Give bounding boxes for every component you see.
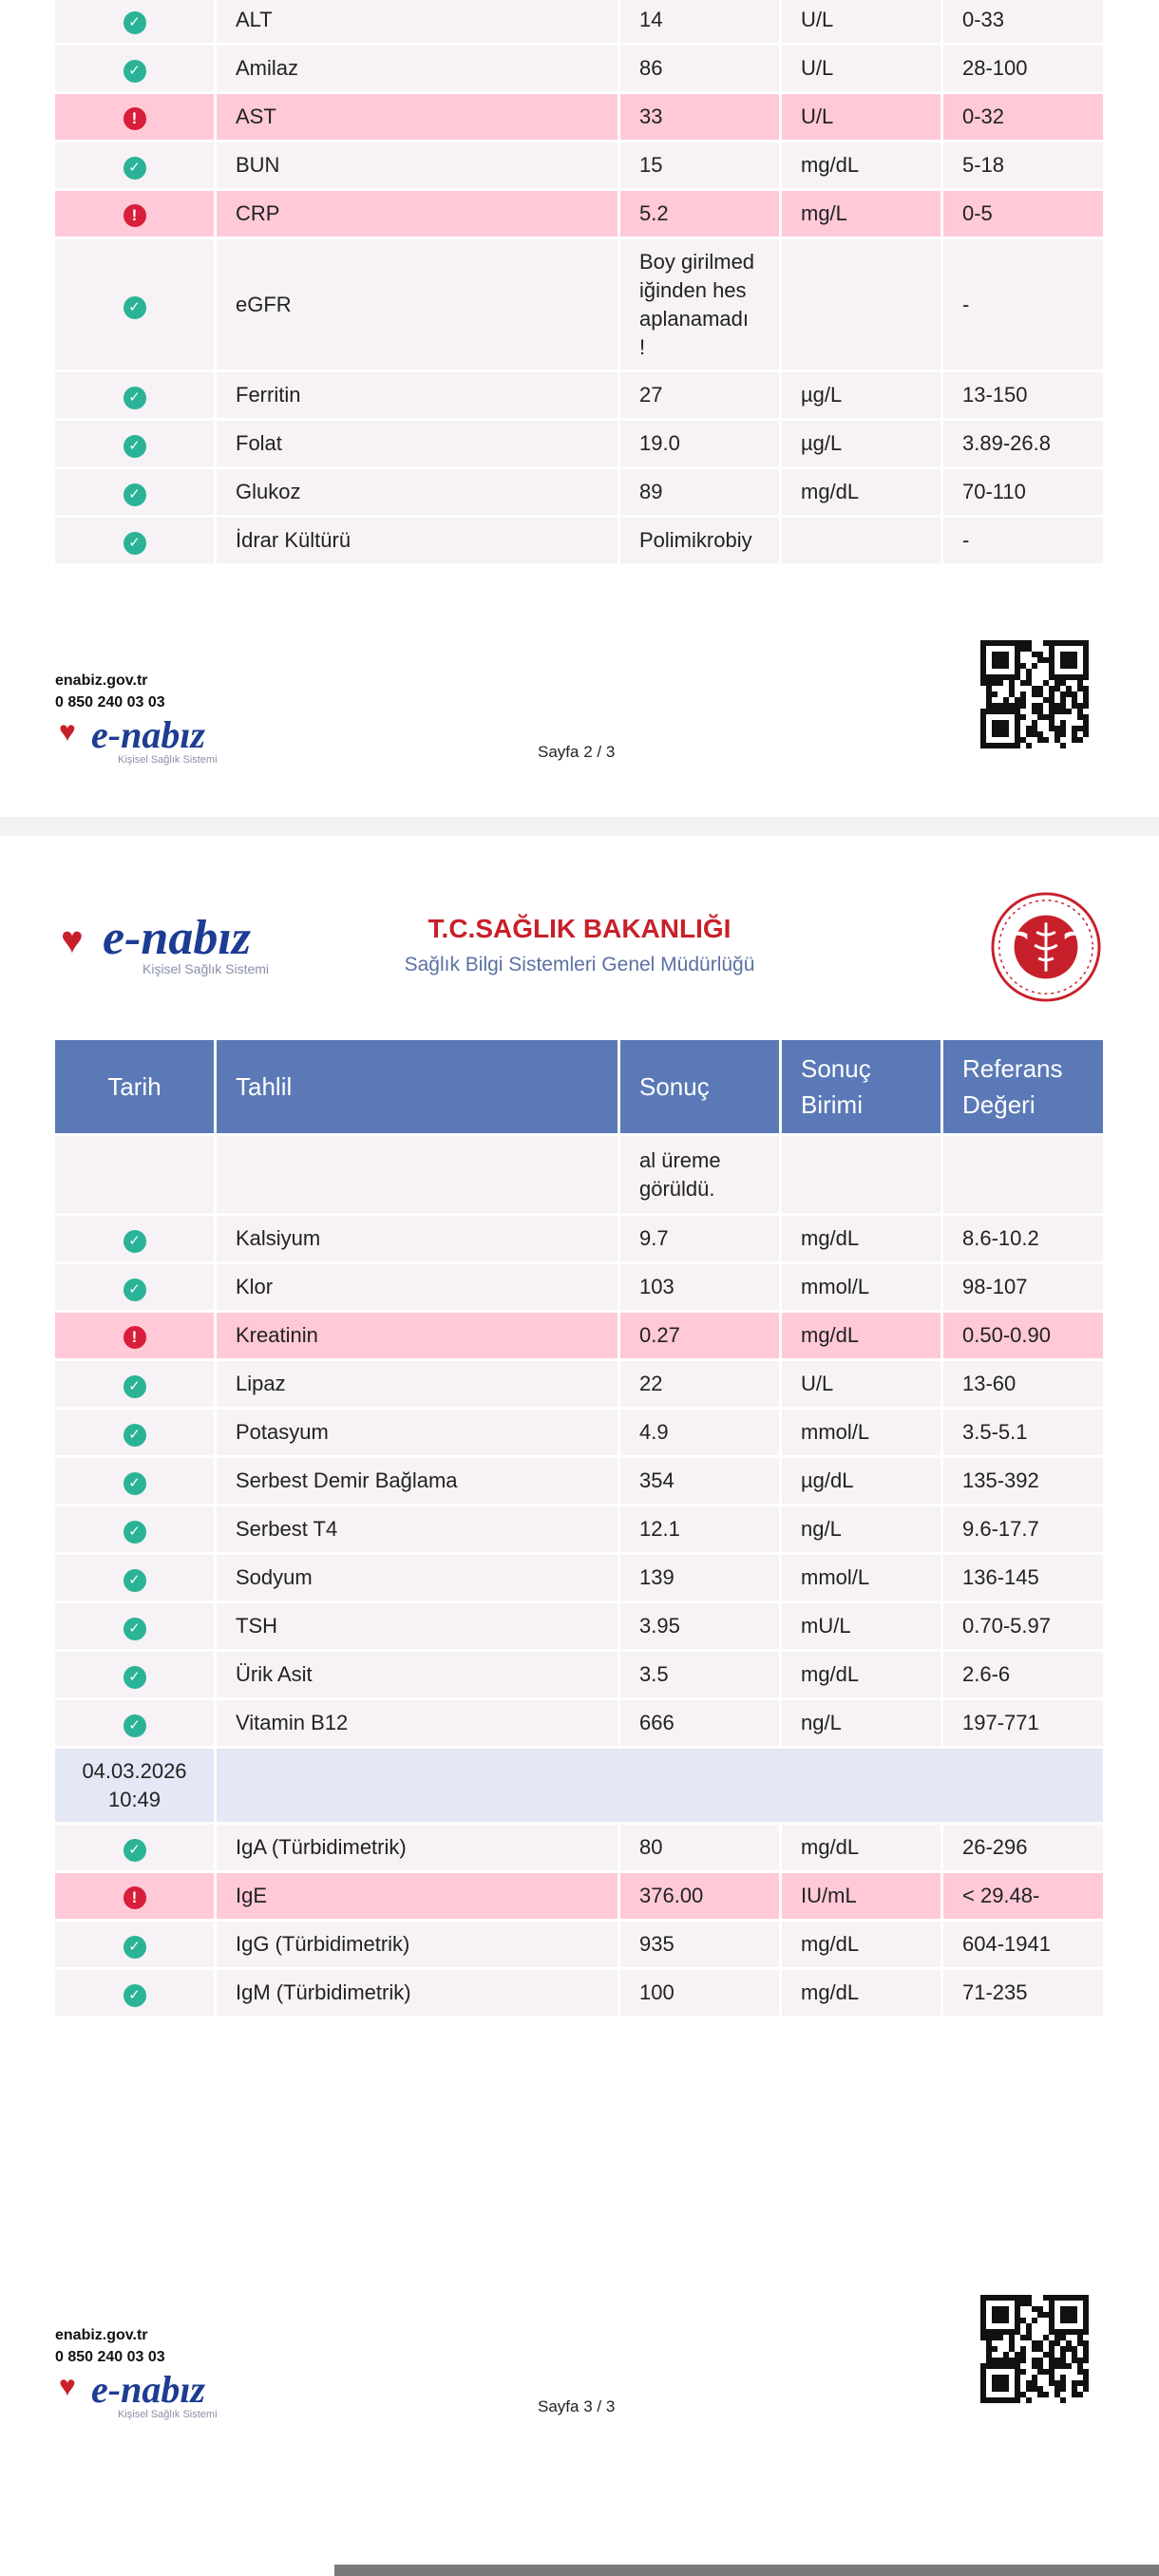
table-row bbox=[55, 46, 1103, 94]
reference-cell: 0-32 bbox=[943, 94, 1103, 142]
table-row bbox=[55, 1700, 1103, 1749]
ministry-subtitle: Sağlık Bilgi Sistemleri Genel Müdürlüğü bbox=[404, 954, 755, 975]
footer-url: enabiz.gov.tr bbox=[55, 672, 148, 689]
alert-icon: ! bbox=[124, 107, 146, 130]
test-name-cell: BUN bbox=[217, 142, 620, 191]
check-icon: ✓ bbox=[124, 1279, 146, 1301]
check-icon: ✓ bbox=[124, 1569, 146, 1592]
check-icon: ✓ bbox=[124, 296, 146, 319]
unit-cell: ng/L bbox=[782, 1700, 943, 1749]
result-cell: 14 bbox=[620, 0, 782, 46]
table-header-row bbox=[55, 1040, 1103, 1136]
test-name-cell: Vitamin B12 bbox=[217, 1700, 620, 1749]
check-icon: ✓ bbox=[124, 1666, 146, 1689]
reference-cell: 0-33 bbox=[943, 0, 1103, 46]
col-header-unit: Sonuç Birimi bbox=[782, 1040, 943, 1136]
check-icon: ✓ bbox=[124, 157, 146, 180]
reference-cell: 5-18 bbox=[943, 142, 1103, 191]
unit-cell: mmol/L bbox=[782, 1410, 943, 1458]
check-icon: ✓ bbox=[124, 483, 146, 506]
unit-cell: mmol/L bbox=[782, 1555, 943, 1603]
test-name-cell: IgM (Türbidimetrik) bbox=[217, 1970, 620, 2018]
result-cell: 3.95 bbox=[620, 1603, 782, 1652]
check-icon: ✓ bbox=[124, 1839, 146, 1862]
time-text: 10:49 bbox=[107, 1787, 162, 1811]
unit-cell: U/L bbox=[782, 0, 943, 46]
check-icon: ✓ bbox=[124, 1472, 146, 1495]
reference-cell: 3.89-26.8 bbox=[943, 421, 1103, 469]
test-name-cell: AST bbox=[217, 94, 620, 142]
unit-cell: mg/dL bbox=[782, 469, 943, 518]
result-cell: 5.2 bbox=[620, 191, 782, 239]
check-icon: ✓ bbox=[124, 1984, 146, 2007]
result-cell: Boy girilmed iğinden hes aplanamadı ! bbox=[620, 239, 782, 372]
test-name-cell: Kalsiyum bbox=[217, 1216, 620, 1264]
table-row bbox=[55, 1410, 1103, 1458]
page-separator bbox=[0, 817, 1159, 836]
unit-cell: µg/L bbox=[782, 421, 943, 469]
reference-cell: 0-5 bbox=[943, 191, 1103, 239]
col-header-result: Sonuç bbox=[620, 1040, 782, 1136]
result-cell: 103 bbox=[620, 1264, 782, 1313]
results-table-page2 bbox=[55, 0, 1103, 566]
result-cell: 12.1 bbox=[620, 1506, 782, 1555]
test-name-cell: Glukoz bbox=[217, 469, 620, 518]
test-name-cell: Folat bbox=[217, 421, 620, 469]
table-row bbox=[55, 518, 1103, 566]
reference-cell: 0.70-5.97 bbox=[943, 1603, 1103, 1652]
ministry-seal-icon bbox=[990, 891, 1102, 1003]
unit-cell: mg/dL bbox=[782, 1825, 943, 1873]
check-icon: ✓ bbox=[124, 1424, 146, 1447]
reference-cell: 70-110 bbox=[943, 469, 1103, 518]
footer-logo: ♥ e-nabız Kişisel Sağlık Sistemi bbox=[59, 713, 218, 766]
result-cell: 3.5 bbox=[620, 1652, 782, 1700]
result-cell: 666 bbox=[620, 1700, 782, 1749]
unit-cell: U/L bbox=[782, 94, 943, 142]
result-cell: 935 bbox=[620, 1922, 782, 1970]
unit-cell: mg/L bbox=[782, 191, 943, 239]
table-row bbox=[55, 1216, 1103, 1264]
table-row bbox=[55, 421, 1103, 469]
check-icon: ✓ bbox=[124, 1375, 146, 1398]
test-name-cell: Ürik Asit bbox=[217, 1652, 620, 1700]
result-cell: 86 bbox=[620, 46, 782, 94]
reference-cell: 13-150 bbox=[943, 372, 1103, 421]
table-row bbox=[55, 1873, 1103, 1922]
table-row bbox=[55, 1603, 1103, 1652]
reference-cell: 0.50-0.90 bbox=[943, 1313, 1103, 1361]
qr-code bbox=[980, 2295, 1089, 2403]
result-cell: 139 bbox=[620, 1555, 782, 1603]
header-logo: ♥ e-nabız Kişisel Sağlık Sistemi bbox=[61, 911, 270, 976]
footer-logo: ♥ e-nabız Kişisel Sağlık Sistemi bbox=[59, 2368, 218, 2420]
check-icon: ✓ bbox=[124, 1521, 146, 1544]
table-row bbox=[55, 191, 1103, 239]
reference-cell: 8.6-10.2 bbox=[943, 1216, 1103, 1264]
check-icon: ✓ bbox=[124, 1618, 146, 1640]
reference-cell: 26-296 bbox=[943, 1825, 1103, 1873]
result-cell: 100 bbox=[620, 1970, 782, 2018]
test-name-cell: Ferritin bbox=[217, 372, 620, 421]
col-header-date: Tarih bbox=[55, 1040, 217, 1136]
test-name-cell: İdrar Kültürü bbox=[217, 518, 620, 566]
reference-cell: 3.5-5.1 bbox=[943, 1410, 1103, 1458]
table-row bbox=[55, 1458, 1103, 1506]
reference-cell: 28-100 bbox=[943, 46, 1103, 94]
table-row bbox=[55, 1313, 1103, 1361]
qr-code bbox=[980, 640, 1089, 748]
result-cell: 89 bbox=[620, 469, 782, 518]
unit-cell: µg/L bbox=[782, 372, 943, 421]
table-row bbox=[55, 94, 1103, 142]
results-table-page3 bbox=[55, 1040, 1103, 2018]
unit-cell: mU/L bbox=[782, 1603, 943, 1652]
result-cell: Polimikrobiy bbox=[620, 518, 782, 566]
result-cell: 354 bbox=[620, 1458, 782, 1506]
check-icon: ✓ bbox=[124, 435, 146, 458]
unit-cell: ng/L bbox=[782, 1506, 943, 1555]
table-row bbox=[55, 0, 1103, 46]
test-name-cell: Serbest Demir Bağlama bbox=[217, 1458, 620, 1506]
table-row bbox=[55, 1825, 1103, 1873]
alert-icon: ! bbox=[124, 204, 146, 227]
unit-cell: mg/dL bbox=[782, 1652, 943, 1700]
result-cell: 0.27 bbox=[620, 1313, 782, 1361]
table-row bbox=[55, 1136, 1103, 1216]
result-cell: 15 bbox=[620, 142, 782, 191]
heart-logo-icon: ♥ bbox=[59, 2371, 76, 2402]
reference-cell: 71-235 bbox=[943, 1970, 1103, 2018]
test-name-cell: Potasyum bbox=[217, 1410, 620, 1458]
test-name-cell: CRP bbox=[217, 191, 620, 239]
reference-cell: - bbox=[943, 518, 1103, 566]
test-name-cell: Serbest T4 bbox=[217, 1506, 620, 1555]
result-cell: 80 bbox=[620, 1825, 782, 1873]
test-name-cell: IgE bbox=[217, 1873, 620, 1922]
table-row bbox=[55, 469, 1103, 518]
table-row bbox=[55, 1361, 1103, 1410]
horizontal-scrollbar[interactable] bbox=[334, 2565, 1159, 2576]
result-cell: 33 bbox=[620, 94, 782, 142]
test-name-cell: Sodyum bbox=[217, 1555, 620, 1603]
test-name-cell: IgG (Türbidimetrik) bbox=[217, 1922, 620, 1970]
table-row bbox=[55, 1506, 1103, 1555]
unit-cell: IU/mL bbox=[782, 1873, 943, 1922]
result-cell: 22 bbox=[620, 1361, 782, 1410]
table-row bbox=[55, 1555, 1103, 1603]
test-name-cell: TSH bbox=[217, 1603, 620, 1652]
result-cell: al üreme görüldü. bbox=[620, 1136, 782, 1216]
result-cell: 4.9 bbox=[620, 1410, 782, 1458]
test-name-cell: eGFR bbox=[217, 239, 620, 372]
reference-cell: - bbox=[943, 239, 1103, 372]
table-row bbox=[55, 372, 1103, 421]
result-cell: 19.0 bbox=[620, 421, 782, 469]
check-icon: ✓ bbox=[124, 532, 146, 555]
test-name-cell: Lipaz bbox=[217, 1361, 620, 1410]
result-cell: 376.00 bbox=[620, 1873, 782, 1922]
unit-cell bbox=[782, 518, 943, 566]
unit-cell: mg/dL bbox=[782, 1313, 943, 1361]
reference-cell: 604-1941 bbox=[943, 1922, 1103, 1970]
footer-url: enabiz.gov.tr bbox=[55, 2327, 148, 2343]
result-cell: 27 bbox=[620, 372, 782, 421]
page-number: Sayfa 3 / 3 bbox=[538, 2397, 616, 2415]
col-header-reference: Referans Değeri bbox=[943, 1040, 1103, 1136]
reference-cell: 9.6-17.7 bbox=[943, 1506, 1103, 1555]
check-icon: ✓ bbox=[124, 1714, 146, 1737]
reference-cell: 2.6-6 bbox=[943, 1652, 1103, 1700]
reference-cell: 135-392 bbox=[943, 1458, 1103, 1506]
footer-phone: 0 850 240 03 03 bbox=[55, 2349, 165, 2365]
test-name-cell: IgA (Türbidimetrik) bbox=[217, 1825, 620, 1873]
alert-icon: ! bbox=[124, 1886, 146, 1909]
table-row bbox=[55, 239, 1103, 372]
unit-cell: mg/dL bbox=[782, 1922, 943, 1970]
table-row bbox=[55, 1652, 1103, 1700]
heart-logo-icon: ♥ bbox=[59, 716, 76, 748]
alert-icon: ! bbox=[124, 1326, 146, 1349]
table-row bbox=[55, 1970, 1103, 2018]
reference-cell: 197-771 bbox=[943, 1700, 1103, 1749]
test-name-cell: Kreatinin bbox=[217, 1313, 620, 1361]
unit-cell bbox=[782, 239, 943, 372]
unit-cell: mg/dL bbox=[782, 1970, 943, 2018]
date-text: 04.03.2026 bbox=[82, 1758, 187, 1783]
check-icon: ✓ bbox=[124, 11, 146, 34]
date-group-row bbox=[55, 1749, 1103, 1825]
check-icon: ✓ bbox=[124, 1936, 146, 1959]
result-cell: 9.7 bbox=[620, 1216, 782, 1264]
test-name-cell: Amilaz bbox=[217, 46, 620, 94]
unit-cell: U/L bbox=[782, 1361, 943, 1410]
reference-cell: < 29.48- bbox=[943, 1873, 1103, 1922]
check-icon: ✓ bbox=[124, 60, 146, 83]
table-row bbox=[55, 1922, 1103, 1970]
footer-phone: 0 850 240 03 03 bbox=[55, 694, 165, 710]
unit-cell: mg/dL bbox=[782, 142, 943, 191]
table-row bbox=[55, 1264, 1103, 1313]
unit-cell: mmol/L bbox=[782, 1264, 943, 1313]
reference-cell: 136-145 bbox=[943, 1555, 1103, 1603]
test-name-cell: ALT bbox=[217, 0, 620, 46]
date-cell bbox=[55, 1749, 217, 1825]
reference-cell: 98-107 bbox=[943, 1264, 1103, 1313]
reference-cell: 13-60 bbox=[943, 1361, 1103, 1410]
unit-cell: mg/dL bbox=[782, 1216, 943, 1264]
unit-cell: µg/dL bbox=[782, 1458, 943, 1506]
col-header-test: Tahlil bbox=[217, 1040, 620, 1136]
unit-cell: U/L bbox=[782, 46, 943, 94]
check-icon: ✓ bbox=[124, 387, 146, 409]
heart-logo-icon: ♥ bbox=[61, 919, 84, 961]
ministry-title: T.C.SAĞLIK BAKANLIĞI bbox=[428, 914, 732, 943]
table-row bbox=[55, 142, 1103, 191]
test-name-cell: Klor bbox=[217, 1264, 620, 1313]
check-icon: ✓ bbox=[124, 1230, 146, 1253]
page-number: Sayfa 2 / 3 bbox=[538, 743, 616, 761]
